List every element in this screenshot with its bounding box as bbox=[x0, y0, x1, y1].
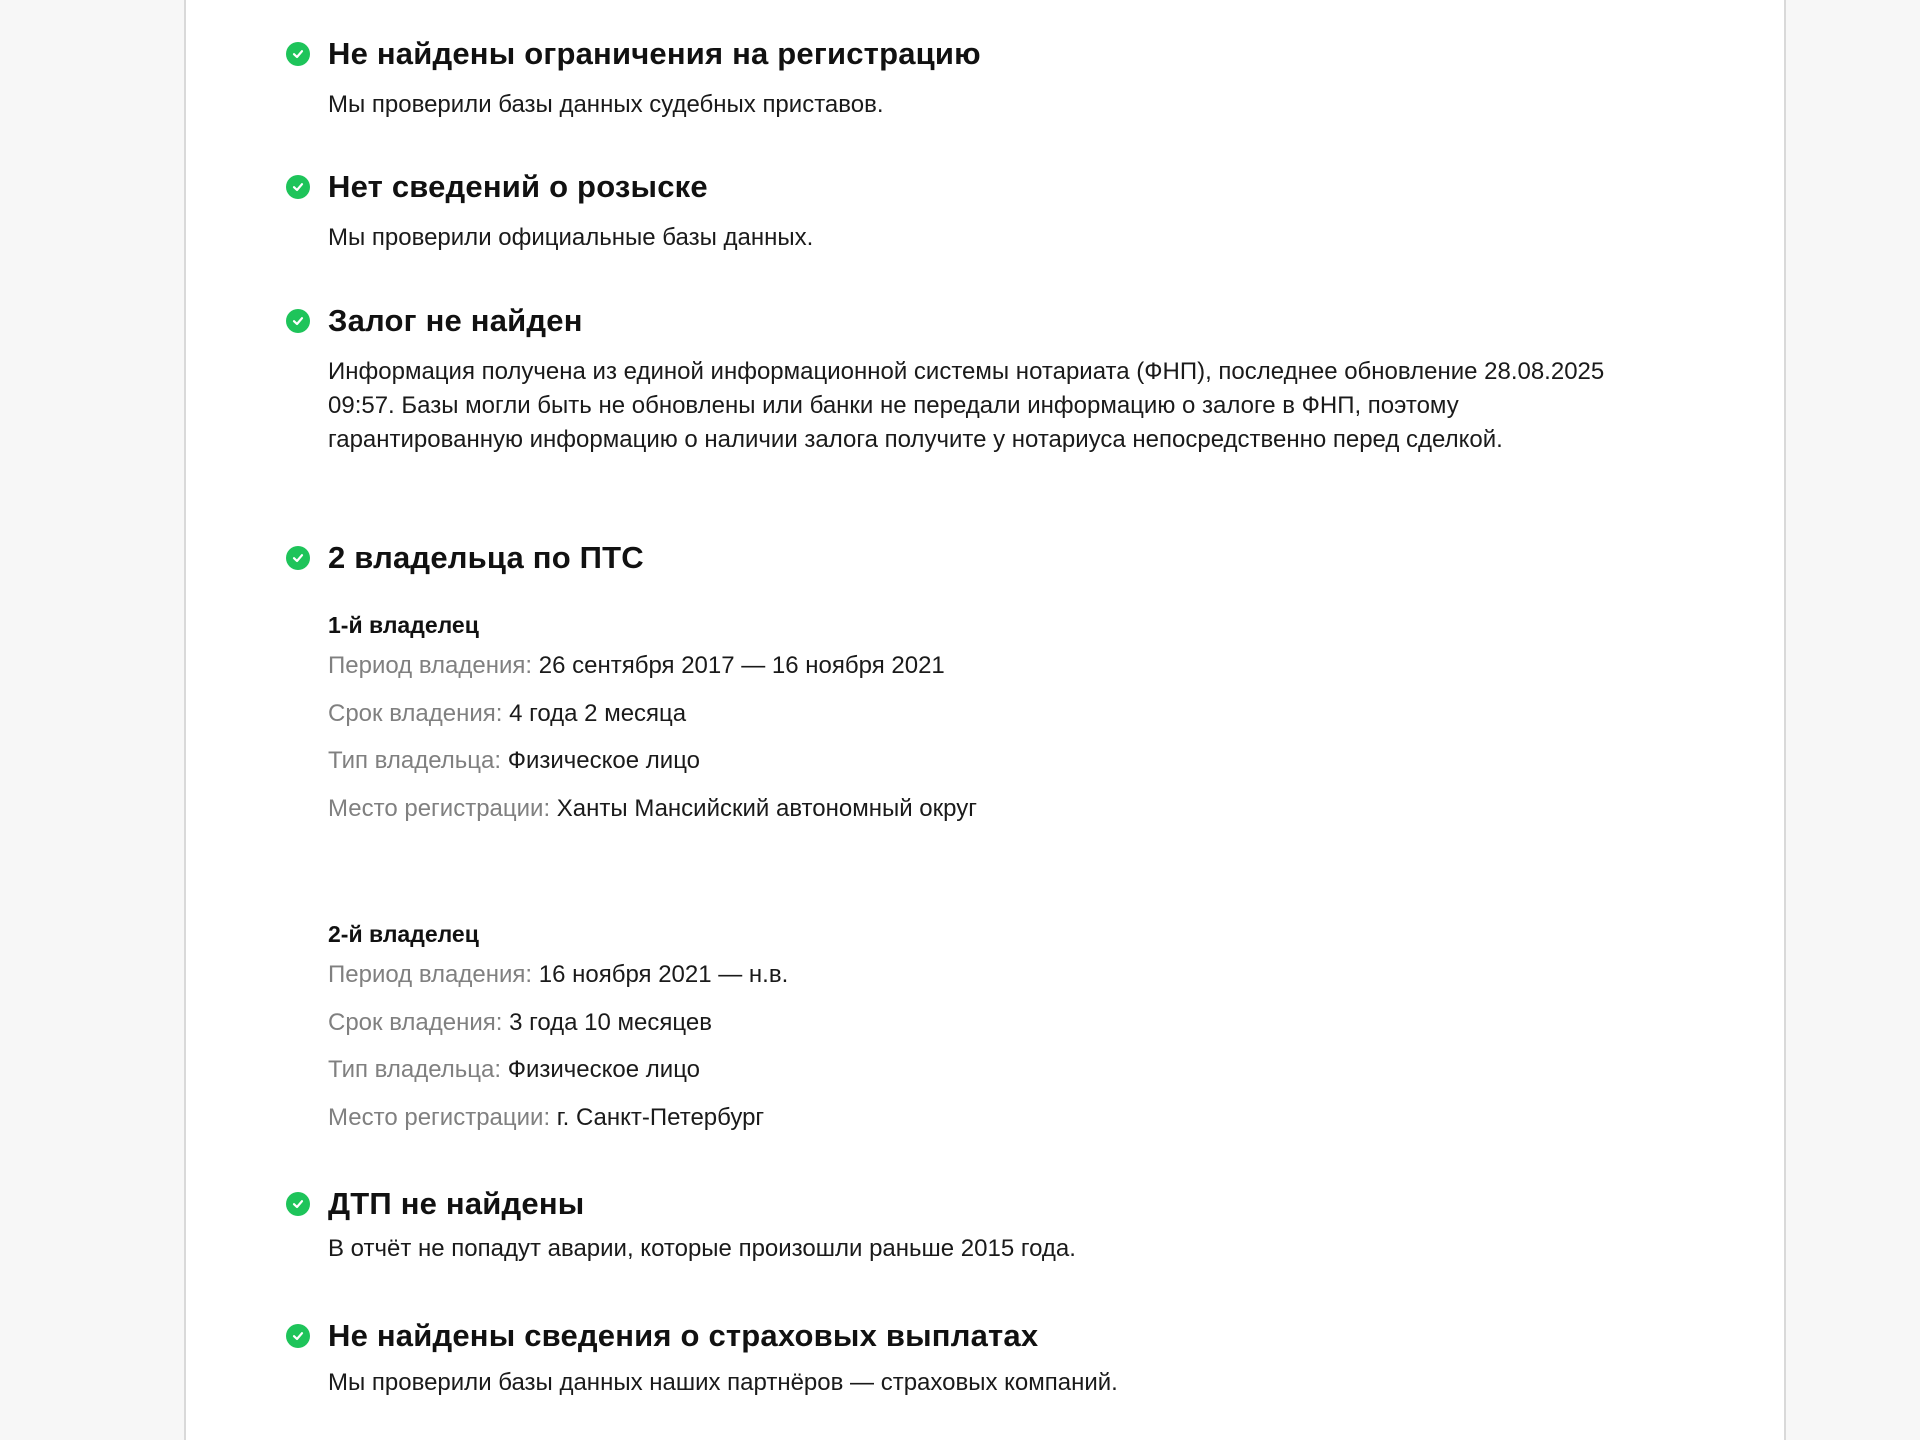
section-description: В отчёт не попадут аварии, которые произошли раньше 2015 года. bbox=[328, 1235, 1076, 1262]
check-circle-icon bbox=[286, 175, 310, 199]
field-label: Период владения: bbox=[328, 652, 533, 679]
field-label: Тип владельца: bbox=[328, 747, 502, 774]
section-title: Нет сведений о розыске bbox=[328, 169, 708, 204]
owner-field-duration bbox=[328, 690, 1628, 738]
owner-field-period bbox=[328, 642, 1628, 690]
field-label: Период владения: bbox=[328, 961, 533, 988]
owner-field-type bbox=[328, 1046, 1628, 1094]
field-value: Физическое лицо bbox=[507, 747, 701, 774]
field-label: Тип владельца: bbox=[328, 1056, 502, 1083]
owner-field-period bbox=[328, 951, 1628, 999]
owner-field-duration bbox=[328, 999, 1628, 1047]
field-value: 26 сентября 2017 — 16 ноября 2021 bbox=[538, 652, 945, 679]
check-circle-icon bbox=[286, 42, 310, 66]
report-card bbox=[184, 0, 1786, 1440]
section-title: Не найдены сведения о страховых выплатах bbox=[328, 1318, 1039, 1353]
check-circle-icon bbox=[286, 1192, 310, 1216]
section-title: 2 владельца по ПТС bbox=[328, 540, 644, 575]
section-description: Мы проверили базы данных судебных приставов. bbox=[328, 91, 884, 118]
owner-title: 2-й владелец bbox=[328, 921, 479, 947]
section-wanted-check bbox=[286, 167, 1666, 255]
section-owners bbox=[286, 538, 1666, 1158]
field-label: Место регистрации: bbox=[328, 794, 551, 822]
field-label: Срок владения: bbox=[328, 1008, 503, 1036]
section-title: Залог не найден bbox=[328, 303, 583, 338]
check-circle-icon bbox=[286, 1324, 310, 1348]
field-label: Место регистрации: bbox=[328, 1103, 551, 1131]
field-label: Срок владения: bbox=[328, 699, 503, 727]
owner-field-region bbox=[328, 785, 1628, 833]
section-description: Мы проверили официальные базы данных. bbox=[328, 224, 814, 251]
check-circle-icon bbox=[286, 546, 310, 570]
field-value: Ханты Мансийский автономный округ bbox=[556, 794, 977, 822]
section-insurance-payments bbox=[286, 1316, 1666, 1400]
section-registration-restrictions bbox=[286, 34, 1666, 122]
field-value: 16 ноября 2021 — н.в. bbox=[538, 961, 789, 988]
field-value: 3 года 10 месяцев bbox=[509, 1008, 712, 1036]
check-circle-icon bbox=[286, 309, 310, 333]
section-title: ДТП не найдены bbox=[328, 1186, 585, 1221]
field-value: г. Санкт-Петербург bbox=[556, 1103, 765, 1131]
owner-field-type bbox=[328, 737, 1628, 785]
section-description: Информация получена из единой информационной системы нотариата (ФНП), последнее обновление 28.08.2025 09:57. Базы могли быть не обновлены или банки не передали информацию о залоге в ФНП, поэтому гарантированную информацию о наличии залога получите у нотариуса непосредственно перед сделкой. bbox=[328, 358, 1605, 453]
field-value: 4 года 2 месяца bbox=[509, 699, 687, 727]
field-value: Физическое лицо bbox=[507, 1056, 701, 1083]
owner-block-2 bbox=[328, 917, 1628, 1141]
owner-field-region bbox=[328, 1094, 1628, 1142]
section-accidents bbox=[286, 1184, 1666, 1266]
owner-title: 1-й владелец bbox=[328, 612, 479, 638]
section-description: Мы проверили базы данных наших партнёров — страховых компаний. bbox=[328, 1369, 1118, 1396]
section-pledge bbox=[286, 301, 1666, 457]
owner-block-1 bbox=[328, 608, 1628, 832]
section-title: Не найдены ограничения на регистрацию bbox=[328, 36, 981, 71]
